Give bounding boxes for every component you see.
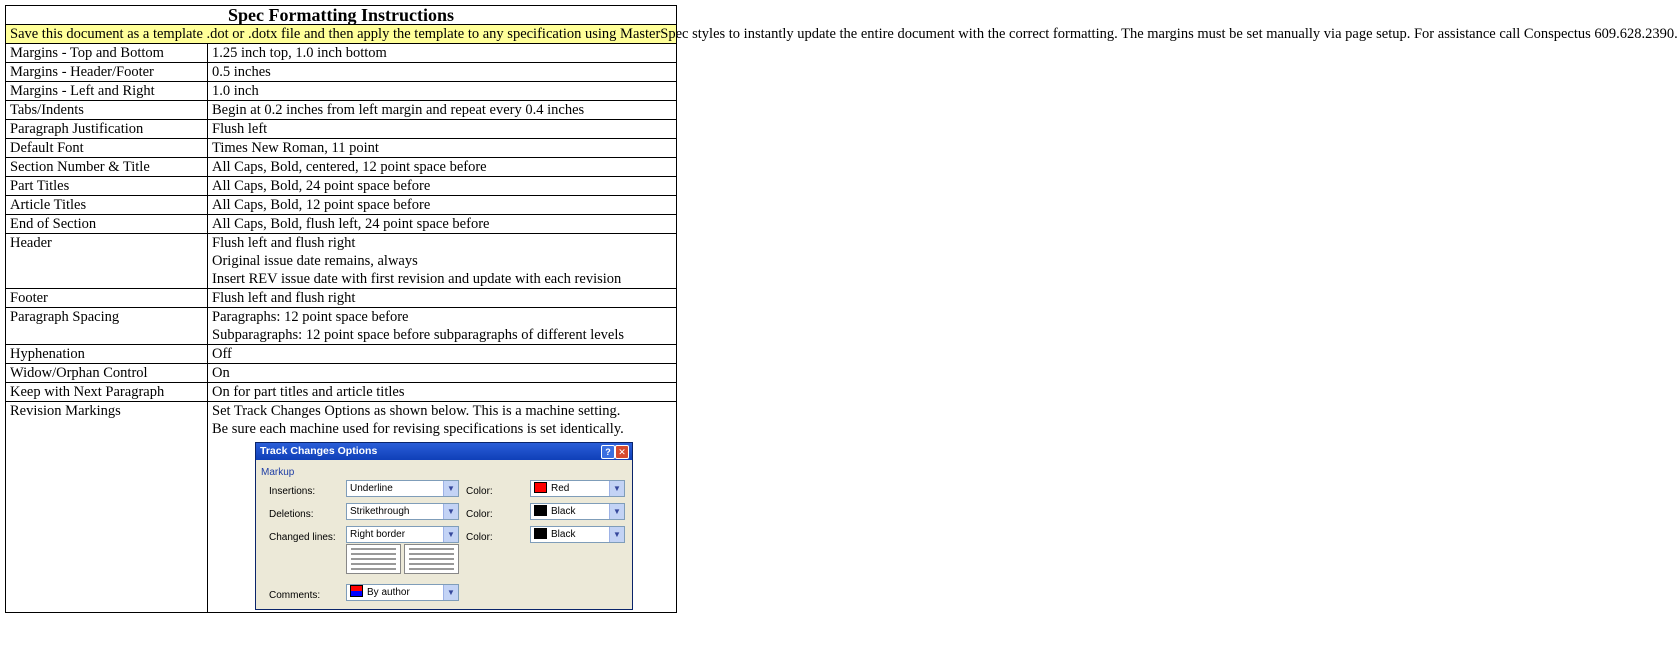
row-value	[208, 308, 677, 345]
insertions-value: Underline	[350, 483, 393, 494]
row-label: Revision Markings	[6, 402, 208, 613]
track-changes-dialog	[255, 442, 633, 610]
row-value	[208, 345, 677, 364]
value-line: 1.25 inch top, 1.0 inch bottom	[212, 45, 387, 61]
row-value	[208, 234, 677, 289]
value-line: All Caps, Bold, 12 point space before	[212, 197, 431, 213]
changed-lines-value: Right border	[350, 529, 406, 540]
insertions-color-select[interactable]	[530, 480, 625, 497]
value-line: Off	[212, 346, 232, 362]
row-label: Keep with Next Paragraph	[6, 383, 208, 402]
row-label: Paragraph Spacing	[6, 308, 208, 345]
row-label: Section Number & Title	[6, 158, 208, 177]
table-row	[6, 234, 677, 289]
table-row	[6, 101, 677, 120]
deletions-row	[256, 502, 632, 522]
chevron-down-icon[interactable]: ▼	[443, 504, 458, 519]
row-label: Margins - Header/Footer	[6, 63, 208, 82]
table-row	[6, 364, 677, 383]
row-value	[208, 120, 677, 139]
row-label: Article Titles	[6, 196, 208, 215]
row-value	[208, 44, 677, 63]
markup-group-label: Markup	[261, 467, 295, 478]
value-line: On for part titles and article titles	[212, 384, 405, 400]
dialog-title: Track Changes Options	[260, 445, 378, 457]
table-row	[6, 308, 677, 345]
changed-lines-color-label: Color:	[466, 532, 493, 543]
value-line: 1.0 inch	[212, 83, 259, 99]
deletions-label: Deletions:	[269, 509, 314, 520]
row-label: Header	[6, 234, 208, 289]
value-line: All Caps, Bold, flush left, 24 point space before	[212, 216, 490, 232]
insertions-select[interactable]	[346, 480, 459, 497]
changed-lines-color-value: Black	[551, 529, 576, 540]
chevron-down-icon[interactable]: ▼	[609, 481, 624, 496]
value-line: Flush left and flush right	[212, 235, 356, 251]
dialog-title-bar	[256, 443, 632, 460]
row-label: Margins - Top and Bottom	[6, 44, 208, 63]
changed-lines-color-select[interactable]	[530, 526, 625, 543]
insertions-row	[256, 479, 632, 499]
author-color-icon	[350, 585, 363, 597]
value-line: On	[212, 365, 230, 381]
row-label: End of Section	[6, 215, 208, 234]
table-row	[6, 82, 677, 101]
table-row	[6, 215, 677, 234]
markup-preview-right	[404, 544, 459, 574]
row-value	[208, 364, 677, 383]
value-line: Be sure each machine used for revising specifications is set identically.	[212, 421, 624, 437]
row-label: Default Font	[6, 139, 208, 158]
value-line: Begin at 0.2 inches from left margin and repeat every 0.4 inches	[212, 102, 585, 118]
spec-table	[5, 5, 1678, 613]
note-row	[6, 25, 677, 44]
help-icon[interactable]: ?	[601, 445, 615, 459]
table-row	[6, 196, 677, 215]
row-label: Hyphenation	[6, 345, 208, 364]
value-line: Insert REV issue date with first revision and update with each revision	[212, 271, 622, 287]
row-value	[208, 289, 677, 308]
chevron-down-icon[interactable]: ▼	[609, 504, 624, 519]
value-line: Flush left and flush right	[212, 290, 356, 306]
row-value	[208, 158, 677, 177]
table-row	[6, 63, 677, 82]
row-value	[208, 82, 677, 101]
row-label: Part Titles	[6, 177, 208, 196]
deletions-value: Strikethrough	[350, 506, 410, 517]
row-value	[208, 177, 677, 196]
row-label: Widow/Orphan Control	[6, 364, 208, 383]
insertions-color-value: Red	[551, 483, 570, 494]
value-line: All Caps, Bold, 24 point space before	[212, 178, 431, 194]
markup-preview-left	[346, 544, 401, 574]
table-row	[6, 44, 677, 63]
row-label: Paragraph Justification	[6, 120, 208, 139]
dialog-screenshot-area	[212, 438, 672, 612]
row-label: Footer	[6, 289, 208, 308]
chevron-down-icon[interactable]: ▼	[443, 527, 458, 542]
chevron-down-icon[interactable]: ▼	[609, 527, 624, 542]
deletions-select[interactable]	[346, 503, 459, 520]
value-line: Times New Roman, 11 point	[212, 140, 379, 156]
row-value	[208, 139, 677, 158]
value-line: All Caps, Bold, centered, 12 point space before	[212, 159, 487, 175]
comments-select[interactable]	[346, 584, 459, 601]
changed-lines-row	[256, 525, 632, 545]
table-row	[6, 120, 677, 139]
row-value	[208, 196, 677, 215]
table-row	[6, 289, 677, 308]
deletions-color-select[interactable]	[530, 503, 625, 520]
row-value	[208, 215, 677, 234]
instructions-note: Save this document as a template .dot or .dotx file and then apply the template to any specification using MasterSpec styles to instantly update the entire document with the correct formatting. The margins must be set manually via page setup. For assistance call Conspectus 609.628.2390.	[6, 25, 677, 44]
insertions-label: Insertions:	[269, 486, 316, 497]
value-line: Paragraphs: 12 point space before	[212, 309, 409, 325]
comments-value: By author	[367, 587, 410, 598]
row-value	[208, 101, 677, 120]
page-title: Spec Formatting Instructions	[6, 6, 677, 25]
table-row	[6, 139, 677, 158]
value-line: 0.5 inches	[212, 64, 271, 80]
value-line: Flush left	[212, 121, 268, 137]
deletions-color-value: Black	[551, 506, 576, 517]
table-row	[6, 345, 677, 364]
changed-lines-select[interactable]	[346, 526, 459, 543]
row-value	[208, 402, 677, 613]
value-line: Original issue date remains, always	[212, 253, 418, 269]
row-label: Tabs/Indents	[6, 101, 208, 120]
chevron-down-icon[interactable]: ▼	[443, 481, 458, 496]
comments-label: Comments:	[269, 590, 321, 601]
deletions-color-label: Color:	[466, 509, 493, 520]
comments-row	[256, 583, 632, 603]
chevron-down-icon[interactable]: ▼	[443, 585, 458, 600]
value-line: Subparagraphs: 12 point space before subparagraphs of different levels	[212, 327, 625, 343]
black-swatch-icon	[534, 505, 547, 516]
value-line: Set Track Changes Options as shown below. This is a machine setting.	[212, 403, 621, 419]
table-row-revision-markings	[6, 402, 677, 613]
title-row	[6, 6, 677, 25]
row-value	[208, 63, 677, 82]
black-swatch-icon	[534, 528, 547, 539]
spec-instructions-sheet	[5, 5, 1678, 613]
row-value	[208, 383, 677, 402]
row-label: Margins - Left and Right	[6, 82, 208, 101]
red-swatch-icon	[534, 482, 547, 493]
table-row	[6, 158, 677, 177]
table-row	[6, 383, 677, 402]
close-icon[interactable]: ✕	[615, 445, 629, 459]
table-row	[6, 177, 677, 196]
insertions-color-label: Color:	[466, 486, 493, 497]
changed-lines-label: Changed lines:	[269, 532, 336, 543]
